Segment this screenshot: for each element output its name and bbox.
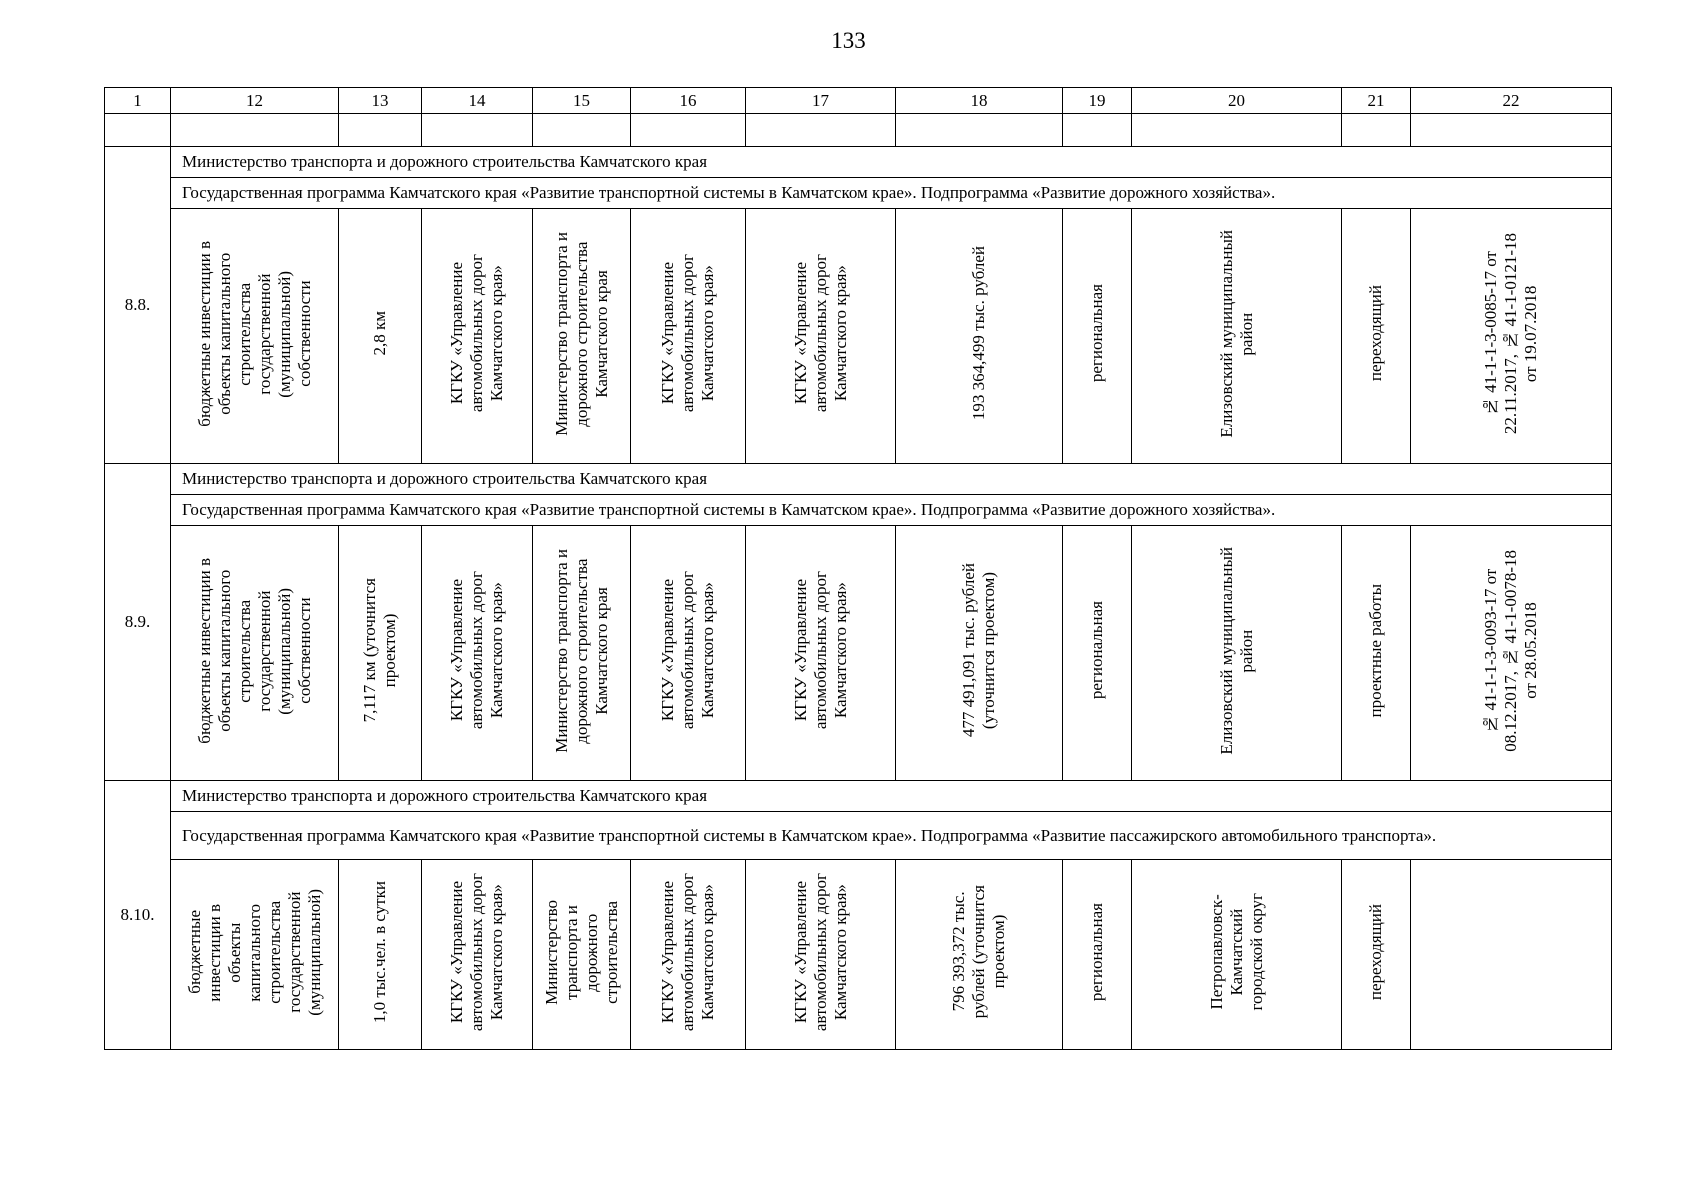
column-number: 15 — [533, 88, 631, 114]
detail-text: 7,117 км (уточнится проектом) — [360, 578, 399, 723]
detail-text: 477 491,091 тыс. рублей (уточнится проектом) — [959, 563, 998, 738]
detail-cell — [1063, 209, 1132, 464]
detail-text: переходящий — [1366, 285, 1385, 382]
detail-text: бюджетные инвестиции в объекты капитального строительства государственной (муниципальной) собственности — [194, 240, 314, 427]
empty-cell — [631, 114, 746, 147]
detail-cell — [422, 526, 533, 781]
column-number: 13 — [339, 88, 422, 114]
empty-cell — [171, 114, 339, 147]
detail-cell — [896, 860, 1063, 1050]
detail-cell — [1132, 860, 1342, 1050]
detail-cell — [1342, 209, 1411, 464]
ministry-name: Министерство транспорта и дорожного строительства Камчатского края — [171, 464, 1612, 495]
detail-text: 193 364,499 тыс. рублей — [969, 246, 988, 421]
detail-cell — [171, 209, 339, 464]
detail-text: Министерство транспорта и дорожного строительства Камчатского края — [551, 548, 611, 753]
row-number: 8.8. — [105, 147, 171, 464]
details-row — [105, 209, 1612, 464]
program-name: Государственная программа Камчатского края «Развитие транспортной системы в Камчатском крае». Подпрограмма «Развитие дорожного хозяйства». — [171, 178, 1612, 209]
ministry-row — [105, 464, 1612, 495]
column-number: 19 — [1063, 88, 1132, 114]
page-number: 133 — [831, 28, 866, 53]
detail-text: региональная — [1087, 601, 1106, 700]
empty-cell — [1411, 114, 1612, 147]
detail-cell — [746, 526, 896, 781]
detail-cell — [533, 526, 631, 781]
empty-cell — [105, 114, 171, 147]
detail-text: 2,8 км — [370, 311, 389, 356]
empty-row — [105, 114, 1612, 147]
detail-text: КГКУ «Управление автомобильных дорог Камчатского края» — [790, 872, 850, 1032]
program-name: Государственная программа Камчатского края «Развитие транспортной системы в Камчатском крае». Подпрограмма «Развитие дорожного хозяйства». — [171, 495, 1612, 526]
empty-cell — [1132, 114, 1342, 147]
program-row — [105, 812, 1612, 860]
detail-cell — [896, 526, 1063, 781]
details-row — [105, 860, 1612, 1050]
column-number: 21 — [1342, 88, 1411, 114]
column-number: 18 — [896, 88, 1063, 114]
ministry-row — [105, 781, 1612, 812]
detail-text: 1,0 тыс.чел. в сутки — [370, 880, 389, 1024]
detail-cell — [1411, 526, 1612, 781]
column-number: 14 — [422, 88, 533, 114]
detail-text: КГКУ «Управление автомобильных дорог Камчатского края» — [658, 254, 717, 413]
column-number: 16 — [631, 88, 746, 114]
column-number: 17 — [746, 88, 896, 114]
data-table — [104, 87, 1612, 1050]
detail-text: КГКУ «Управление автомобильных дорог Камчатского края» — [447, 872, 506, 1032]
program-row — [105, 178, 1612, 209]
detail-text: региональная — [1087, 284, 1106, 383]
detail-text: КГКУ «Управление автомобильных дорог Камчатского края» — [447, 254, 506, 413]
detail-cell — [746, 209, 896, 464]
detail-text: Петропавловск- Камчатский городской округ — [1206, 893, 1266, 1011]
detail-text: КГКУ «Управление автомобильных дорог Камчатского края» — [447, 571, 506, 730]
detail-text: переходящий — [1366, 903, 1385, 1001]
detail-text: бюджетные инвестиции в объекты капитального строительства государственной (муниципальной) собственности — [194, 557, 314, 744]
detail-cell — [1342, 526, 1411, 781]
detail-text: КГКУ «Управление автомобильных дорог Камчатского края» — [790, 571, 850, 730]
detail-text: бюджетные инвестиции в объекты капитального строительства государственной (муниципальной) — [184, 888, 324, 1016]
detail-cell — [171, 860, 339, 1050]
column-number: 20 — [1132, 88, 1342, 114]
empty-cell — [896, 114, 1063, 147]
detail-cell — [339, 209, 422, 464]
empty-cell — [422, 114, 533, 147]
detail-cell — [1342, 860, 1411, 1050]
detail-text: № 41-1-1-3-0093-17 от 08.12.2017, № 41-1-0078-18 от 28.05.2018 — [1481, 549, 1540, 752]
detail-cell — [339, 860, 422, 1050]
detail-cell — [1132, 209, 1342, 464]
detail-text: Министерство транспорта и дорожного строительства — [541, 899, 621, 1005]
detail-cell — [896, 209, 1063, 464]
detail-text: региональная — [1087, 902, 1106, 1002]
column-number: 12 — [171, 88, 339, 114]
detail-cell — [1063, 860, 1132, 1050]
empty-cell — [1342, 114, 1411, 147]
empty-cell — [746, 114, 896, 147]
detail-cell — [422, 860, 533, 1050]
detail-cell — [339, 526, 422, 781]
detail-text: 796 393,372 тыс. рублей (уточнится проектом) — [949, 885, 1008, 1019]
empty-cell — [533, 114, 631, 147]
detail-text: Министерство транспорта и дорожного строительства Камчатского края — [551, 231, 611, 436]
detail-cell — [1411, 860, 1612, 1050]
program-row — [105, 495, 1612, 526]
ministry-name: Министерство транспорта и дорожного строительства Камчатского края — [171, 781, 1612, 812]
detail-cell — [1132, 526, 1342, 781]
row-number: 8.10. — [105, 781, 171, 1050]
detail-text: КГКУ «Управление автомобильных дорог Камчатского края» — [658, 872, 717, 1032]
detail-cell — [631, 209, 746, 464]
detail-text: Елизовский муниципальный район — [1216, 229, 1256, 438]
detail-cell — [533, 209, 631, 464]
empty-cell — [339, 114, 422, 147]
detail-cell — [631, 860, 746, 1050]
detail-text: КГКУ «Управление автомобильных дорог Камчатского края» — [658, 571, 717, 730]
program-name: Государственная программа Камчатского края «Развитие транспортной системы в Камчатском крае». Подпрограмма «Развитие пассажирского автомобильного транспорта». — [171, 812, 1612, 860]
ministry-name: Министерство транспорта и дорожного строительства Камчатского края — [171, 147, 1612, 178]
column-number: 22 — [1411, 88, 1612, 114]
detail-text: проектные работы — [1366, 583, 1385, 718]
detail-cell — [171, 526, 339, 781]
row-number: 8.9. — [105, 464, 171, 781]
column-number: 1 — [105, 88, 171, 114]
detail-cell — [746, 860, 896, 1050]
column-number-row — [105, 88, 1612, 114]
detail-text: КГКУ «Управление автомобильных дорог Камчатского края» — [790, 254, 850, 413]
detail-text: № 41-1-1-3-0085-17 от 22.11.2017, № 41-1-0121-18 от 19.07.2018 — [1481, 232, 1540, 435]
detail-text: Елизовский муниципальный район — [1216, 546, 1256, 755]
detail-cell — [1063, 526, 1132, 781]
detail-cell — [1411, 209, 1612, 464]
empty-cell — [1063, 114, 1132, 147]
detail-cell — [422, 209, 533, 464]
ministry-row — [105, 147, 1612, 178]
detail-cell — [533, 860, 631, 1050]
detail-cell — [631, 526, 746, 781]
details-row — [105, 526, 1612, 781]
